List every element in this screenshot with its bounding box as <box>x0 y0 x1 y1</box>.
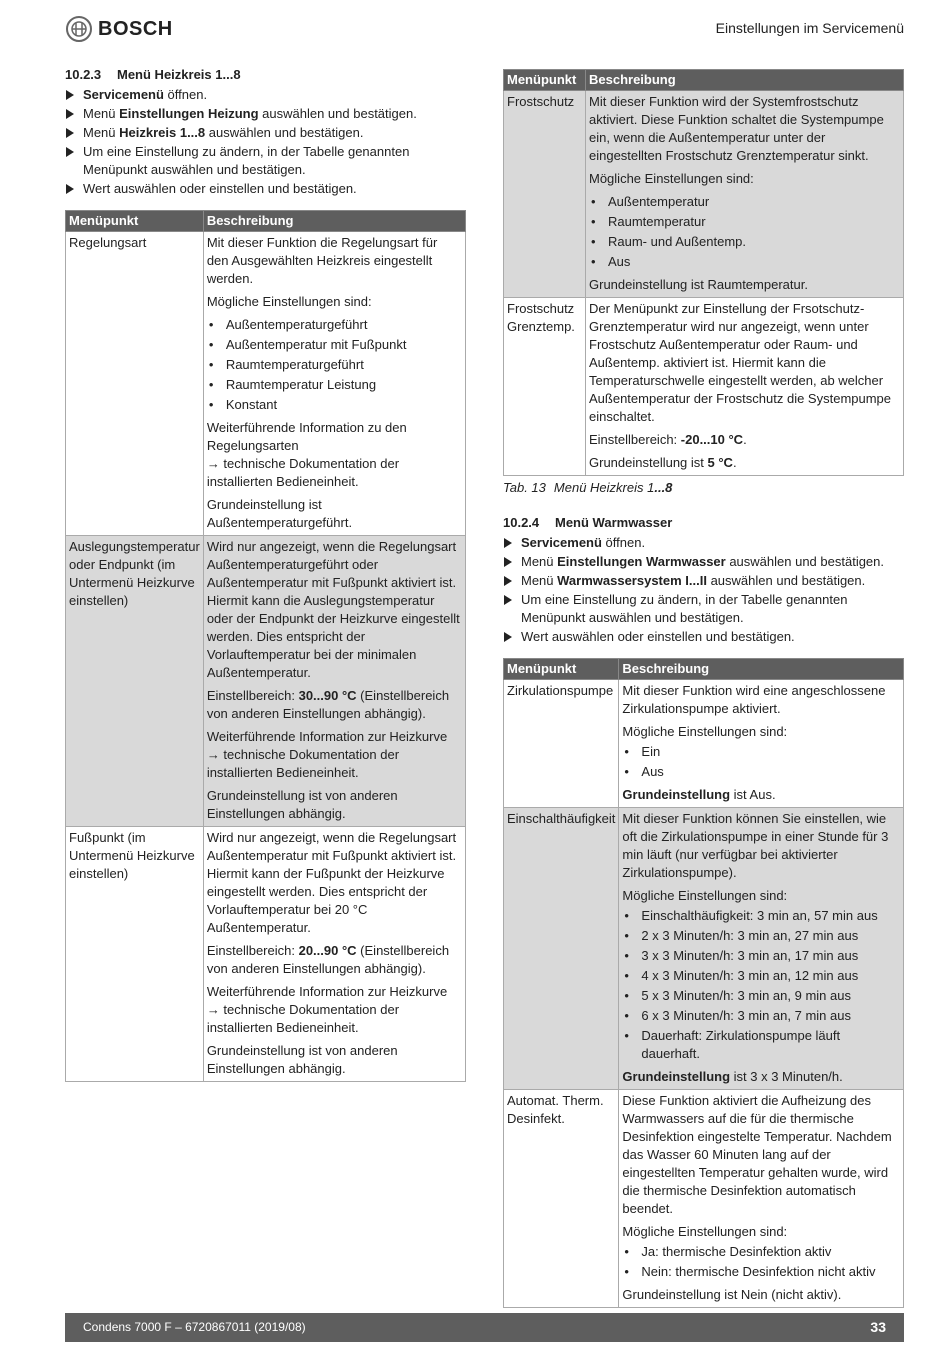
option-item: • Dauerhaft: Zirkulationspumpe läuft dauerhaft. <box>622 1027 900 1063</box>
option-item: • Außentemperatur <box>589 193 900 211</box>
bosch-armature-icon <box>66 16 92 42</box>
option-item: • 4 x 3 Minuten/h: 3 min an, 12 min aus <box>622 967 900 985</box>
option-item: • Ja: thermische Desinfektion aktiv <box>622 1243 900 1261</box>
option-item: • Außentemperatur mit Fußpunkt <box>207 336 462 354</box>
instruction-step: Servicemenü öffnen. <box>503 534 904 552</box>
instruction-step: Servicemenü öffnen. <box>65 86 466 104</box>
option-item: • 6 x 3 Minuten/h: 3 min an, 7 min aus <box>622 1007 900 1025</box>
menu-item-description: Diese Funktion aktiviert die Aufheizung des Warmwassers auf die für die thermische Desinfektion eingestelte Temperatur. Nachdem das Wasser 60 Minuten lang auf der eingestellten Temperatur gehalten wurde, wird die thermische Desinfektion automatisch beendet. Mögliche Einstellungen sind: • Ja: thermische Desinfektion aktiv • Nein: thermische Desinfektion nicht aktiv Grundeinstellung ist Nein (nicht aktiv). <box>619 1090 904 1308</box>
frostschutz-table <box>503 69 904 476</box>
section-title: Menü Heizkreis 1...8 <box>117 67 241 82</box>
table-row <box>504 1090 904 1308</box>
option-item: • Raum- und Außentemp. <box>589 233 900 251</box>
page-footer <box>65 1313 904 1342</box>
instruction-step: Menü Einstellungen Warmwasser auswählen und bestätigen. <box>503 553 904 571</box>
table-row <box>66 827 466 1082</box>
table-header-row <box>504 659 904 680</box>
document-reference: Condens 7000 F – 6720867011 (2019/08) <box>83 1320 306 1334</box>
table-row <box>504 91 904 298</box>
option-item: • Nein: thermische Desinfektion nicht aktiv <box>622 1263 900 1281</box>
menu-item-name: Fußpunkt (im Untermenü Heizkurve einstellen) <box>66 827 204 1082</box>
option-item: • Raumtemperatur <box>589 213 900 231</box>
column-header: Beschreibung <box>203 211 465 232</box>
menu-item-description: Mit dieser Funktion wird der Systemfrostschutz aktiviert. Diese Funktion schaltet die Systempumpe ein, wenn die Außentemperatur unter der eingestellten Frostschutz Grenztemperatur sinkt. Mögliche Einstellungen sind: • Außentemperatur • Raumtemperatur • Raum- und Außentemp. • Aus Grundeinstellung ist Raumtemperatur. <box>586 91 904 298</box>
section-heading-10-2-4 <box>503 514 904 532</box>
menu-item-name: Einschalthäufigkeit <box>504 808 619 1090</box>
option-item: • Raumtemperaturgeführt <box>207 356 462 374</box>
section-number: 10.2.3 <box>65 67 102 82</box>
left-column <box>65 66 466 1082</box>
column-header: Menüpunkt <box>504 659 619 680</box>
menu-item-name: Frostschutz <box>504 91 586 298</box>
option-item: • Außentemperaturgeführt <box>207 316 462 334</box>
column-header: Beschreibung <box>619 659 904 680</box>
option-item: • 2 x 3 Minuten/h: 3 min an, 27 min aus <box>622 927 900 945</box>
menu-item-description: Mit dieser Funktion wird eine angeschlossene Zirkulationspumpe aktiviert. Mögliche Einstellungen sind: • Ein • Aus Grundeinstellung ist Aus. <box>619 680 904 808</box>
instruction-list <box>65 86 466 198</box>
menu-item-description: Wird nur angezeigt, wenn die Regelungsart Außentemperatur mit Fußpunkt aktiviert ist. Hiermit kann der Fußpunkt der Heizkurve eingestellt werden. Dies entspricht der Vorlauftemperatur bei 20 °C Außentemperatur. Einstellbereich: 20...90 °C (Einstellbereich von anderen Einstellungen abhängig). Weiterführende Information zur Heizkurve → technische Dokumentation der installierten Bedieneinheit. Grundeinstellung ist von anderen Einstellungen abhängig. <box>203 827 465 1082</box>
option-item: • Aus <box>622 763 900 781</box>
page-header-title: Einstellungen im Servicemenü <box>715 20 904 36</box>
table-row <box>504 298 904 476</box>
instruction-step: Um eine Einstellung zu ändern, in der Tabelle genannten Menüpunkt auswählen und bestätigen. <box>65 143 466 179</box>
instruction-step: Menü Einstellungen Heizung auswählen und bestätigen. <box>65 105 466 123</box>
menu-item-name: Regelungsart <box>66 232 204 536</box>
heizkreis-table <box>65 210 466 1082</box>
menu-item-name: Automat. Therm. Desinfekt. <box>504 1090 619 1308</box>
menu-item-description: Wird nur angezeigt, wenn die Regelungsart Außentemperaturgeführt oder Außentemperatur mit Fußpunkt aktiviert ist. Hiermit kann die Auslegungstemperatur oder der Endpunkt der Heizkurve eingestellt werden. Dies entspricht der Vorlauftemperatur bei der minimalen Außentemperatur. Einstellbereich: 30...90 °C (Einstellbereich von anderen Einstellungen abhängig). Weiterführende Information zur Heizkurve → technische Dokumentation der installierten Bedieneinheit. Grundeinstellung ist von anderen Einstellungen abhängig. <box>203 536 465 827</box>
table-row <box>66 536 466 827</box>
section-title: Menü Warmwasser <box>555 515 673 530</box>
table-header-row <box>66 211 466 232</box>
option-item: • Raumtemperatur Leistung <box>207 376 462 394</box>
instruction-step: Menü Warmwassersystem I...II auswählen und bestätigen. <box>503 572 904 590</box>
option-item: • Aus <box>589 253 900 271</box>
option-item: • Einschalthäufigkeit: 3 min an, 57 min aus <box>622 907 900 925</box>
instruction-step: Wert auswählen oder einstellen und bestätigen. <box>65 180 466 198</box>
menu-item-name: Zirkulationspumpe <box>504 680 619 808</box>
table-row <box>504 808 904 1090</box>
menu-item-name: Frostschutz Grenztemp. <box>504 298 586 476</box>
table-row <box>504 680 904 808</box>
section-number: 10.2.4 <box>503 515 540 530</box>
instruction-step: Menü Heizkreis 1...8 auswählen und bestätigen. <box>65 124 466 142</box>
menu-item-name: Auslegungstemperatur oder Endpunkt (im Untermenü Heizkurve einstellen) <box>66 536 204 827</box>
option-item: • 3 x 3 Minuten/h: 3 min an, 17 min aus <box>622 947 900 965</box>
right-column <box>503 69 904 1329</box>
instruction-list <box>503 534 904 646</box>
menu-item-description: Mit dieser Funktion können Sie einstellen, wie oft die Zirkulationspumpe in einer Stunde für 3 min läuft (nur verfügbar bei aktivierter Zirkulationspumpe). Mögliche Einstellungen sind: • Einschalthäufigkeit: 3 min an, 57 min aus • 2 x 3 Minuten/h: 3 min an, 27 min aus • 3 x 3 Minuten/h: 3 min an, 17 min aus • 4 x 3 Minuten/h: 3 min an, 12 min aus • 5 x 3 Minuten/h: 3 min an, 9 min aus • 6 x 3 Minuten/h: 3 min an, 7 min aus • Dauerhaft: Zirkulationspumpe läuft dauerhaft. Grundeinstellung ist 3 x 3 Minuten/h. <box>619 808 904 1090</box>
column-header: Menüpunkt <box>504 70 586 91</box>
menu-item-description: Der Menüpunkt zur Einstellung der Frsotschutz-Grenztemperatur wird nur angezeigt, wenn unter Frostschutz Außentemperatur oder Raum- und Außentemp. aktiviert ist. Hiermit kann die Temperaturschwelle eingestellt werden, ab welcher Außentemperatur der Frostschutz die Systempumpe einschaltet. Einstellbereich: -20...10 °C. Grundeinstellung ist 5 °C. <box>586 298 904 476</box>
menu-item-description: Mit dieser Funktion die Regelungsart für den Ausgewählten Heizkreis eingestellt werden. Mögliche Einstellungen sind: • Außentemperaturgeführt • Außentemperatur mit Fußpunkt • Raumtemperaturgeführt • Raumtemperatur Leistung • Konstant Weiterführende Information zu den Regelungsarten → technische Dokumentation der installierten Bedieneinheit. Grundeinstellung ist Außentemperaturgeführt. <box>203 232 465 536</box>
column-header: Menüpunkt <box>66 211 204 232</box>
bosch-logo <box>66 16 173 42</box>
table-caption: Tab. 13 Menü Heizkreis 1...8 <box>503 480 673 495</box>
instruction-step: Wert auswählen oder einstellen und bestätigen. <box>503 628 904 646</box>
table-header-row <box>504 70 904 91</box>
option-item: • 5 x 3 Minuten/h: 3 min an, 9 min aus <box>622 987 900 1005</box>
table-row <box>66 232 466 536</box>
option-item: • Konstant <box>207 396 462 414</box>
page-number: 33 <box>870 1319 886 1335</box>
section-heading-10-2-3 <box>65 66 466 84</box>
option-item: • Ein <box>622 743 900 761</box>
warmwasser-table <box>503 658 904 1308</box>
column-header: Beschreibung <box>586 70 904 91</box>
brand-name: BOSCH <box>98 17 173 40</box>
instruction-step: Um eine Einstellung zu ändern, in der Tabelle genannten Menüpunkt auswählen und bestätigen. <box>503 591 904 627</box>
